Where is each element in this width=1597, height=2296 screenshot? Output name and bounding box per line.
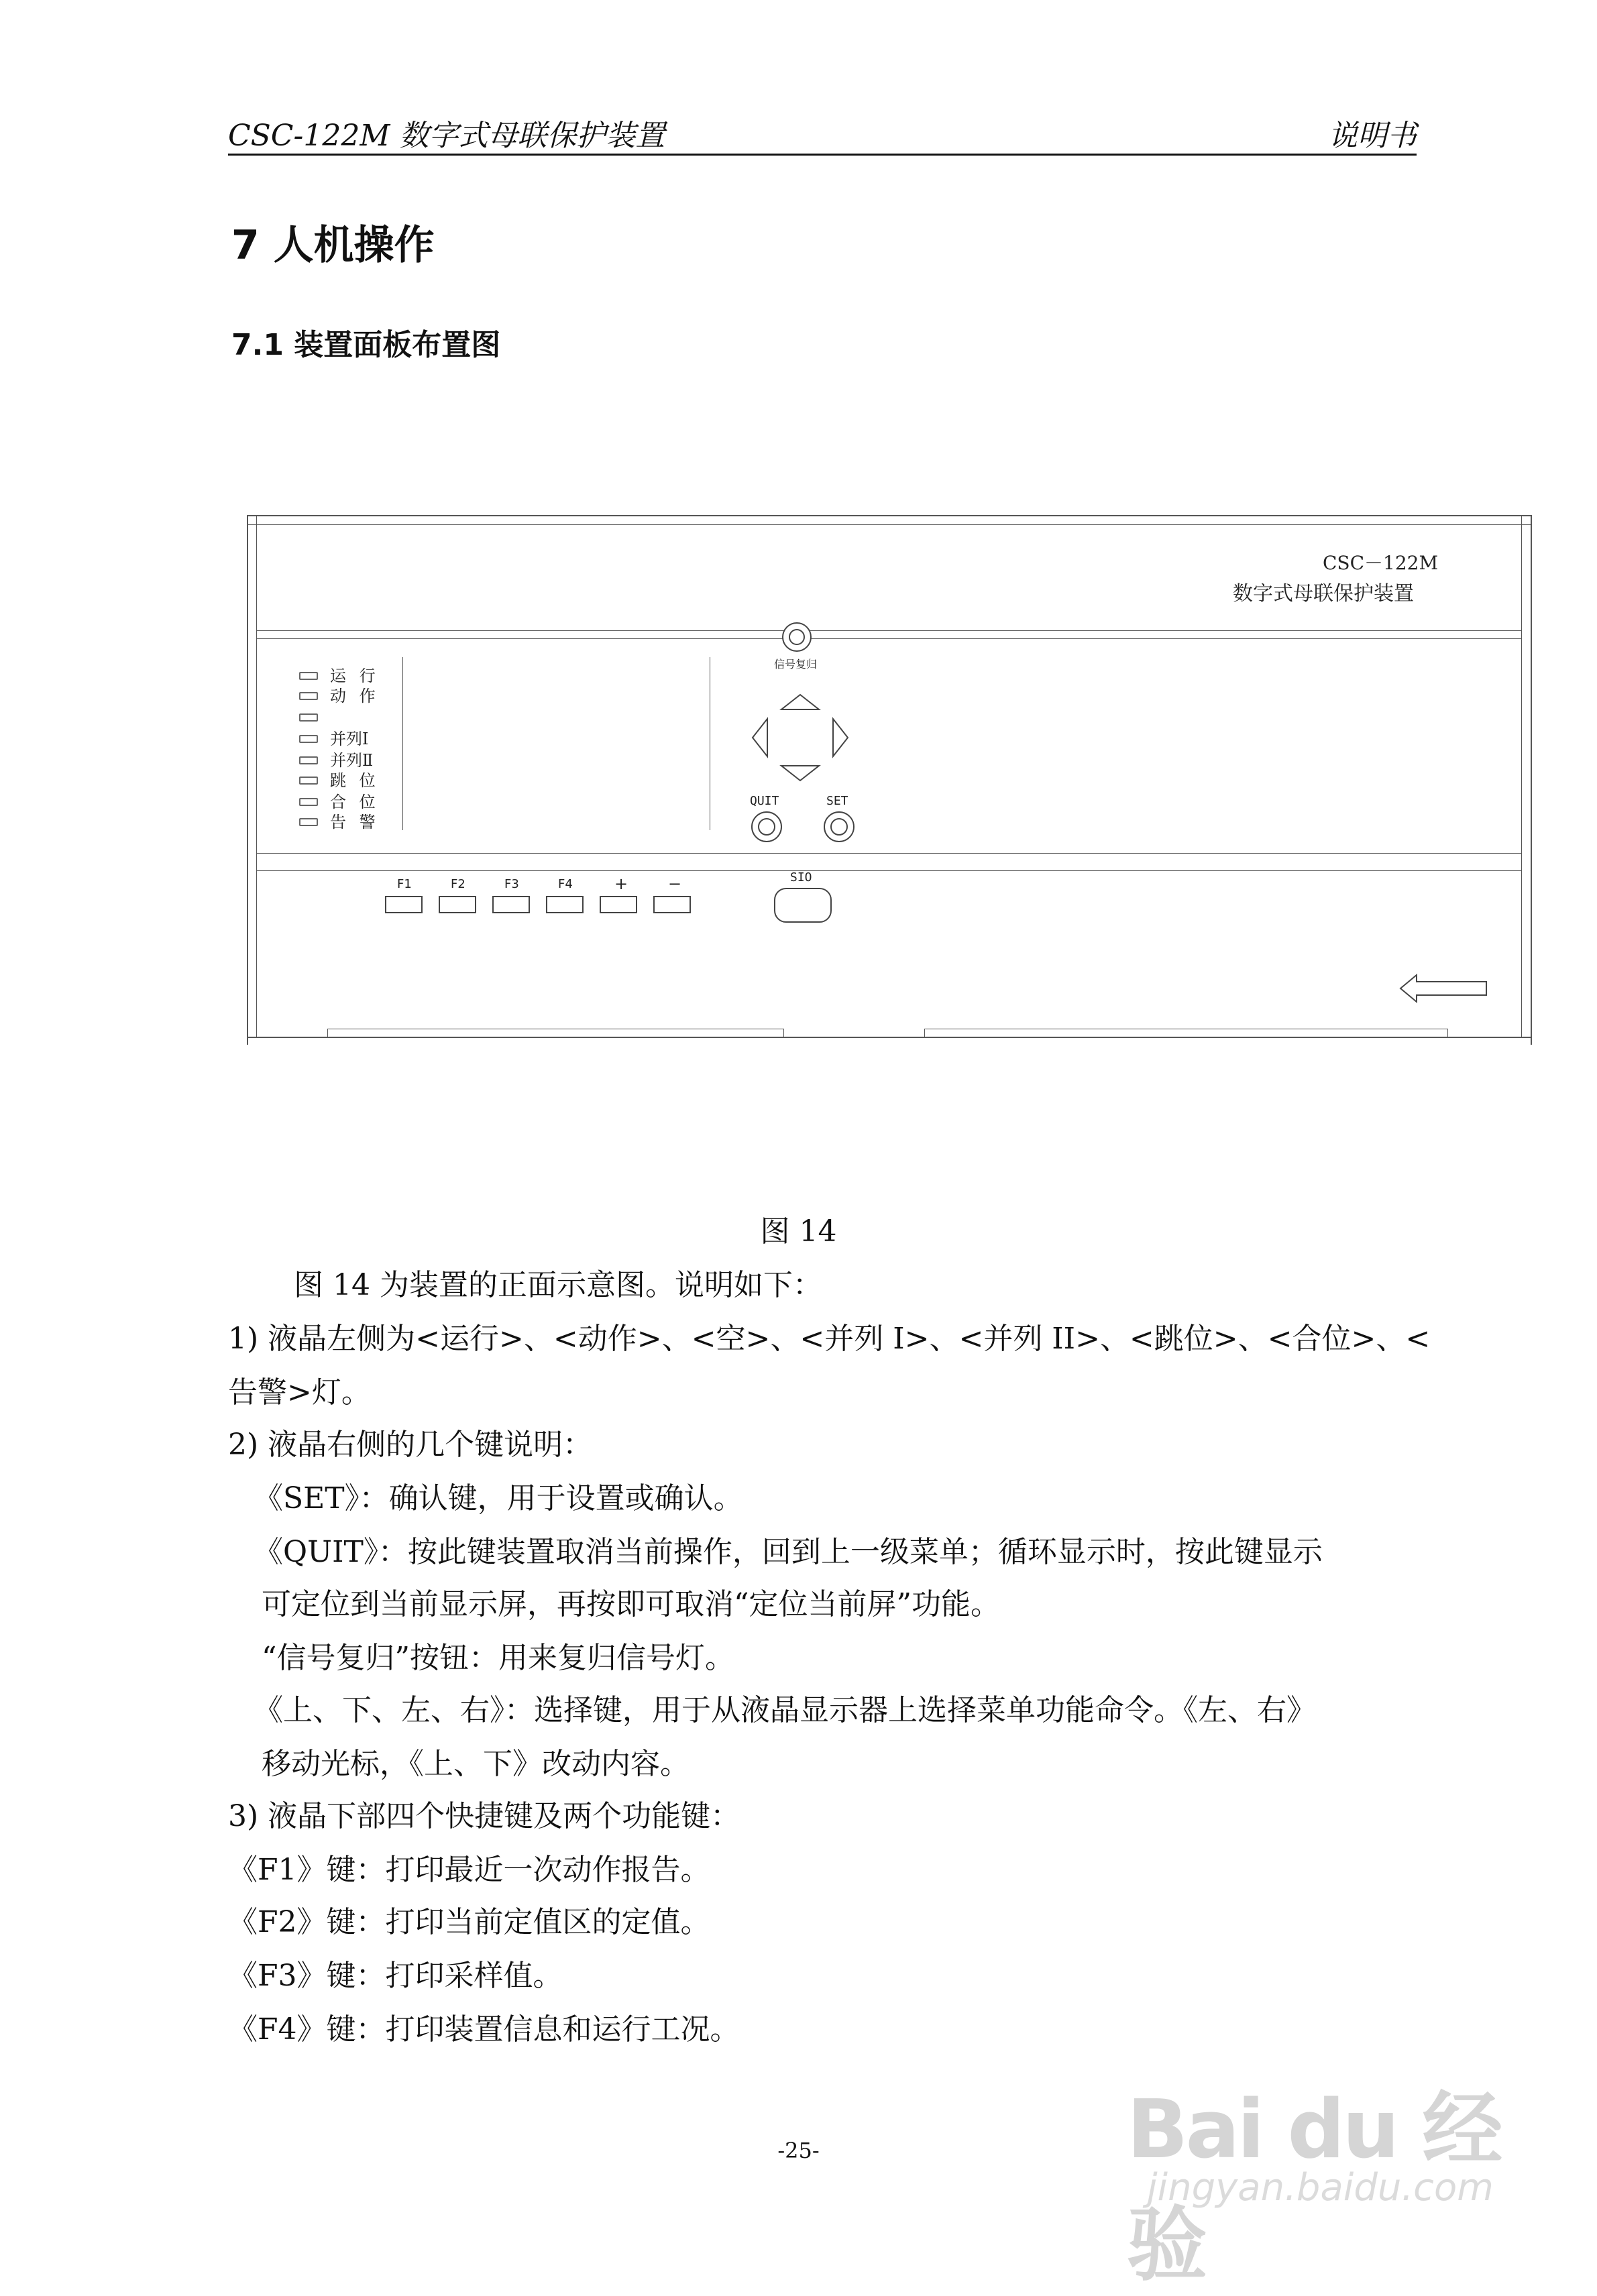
fkey-label: F2 bbox=[451, 877, 465, 891]
header-doc-type: 说明书 bbox=[1328, 119, 1417, 153]
panel-foot-mark bbox=[783, 1029, 784, 1038]
reset-button-description: “信号复归”按钮：用来复归信号灯。 bbox=[262, 1641, 734, 1675]
plus-button[interactable] bbox=[600, 896, 637, 913]
led-label: 跳 位 bbox=[330, 771, 380, 790]
sio-port[interactable] bbox=[774, 888, 832, 923]
led-close-position bbox=[299, 798, 318, 806]
panel-divider bbox=[256, 630, 1521, 631]
device-panel-figure bbox=[247, 515, 1532, 1051]
fkey-label: − bbox=[668, 874, 682, 893]
led-label: 告 警 bbox=[330, 813, 380, 831]
minus-button[interactable] bbox=[653, 896, 691, 913]
led-parallel-1 bbox=[299, 735, 318, 743]
f3-button[interactable] bbox=[492, 896, 530, 913]
panel-device-name: 数字式母联保护装置 bbox=[1233, 582, 1414, 606]
watermark-logo: Bai du 经验 bbox=[1127, 2083, 1500, 2292]
signal-reset-button-center bbox=[789, 629, 805, 645]
panel-frame-bottom bbox=[247, 1037, 1532, 1038]
led-label: 运 行 bbox=[330, 667, 380, 685]
arrow-down-icon[interactable] bbox=[781, 766, 819, 781]
panel-frame-inner-top bbox=[247, 524, 1532, 525]
panel-foot-mark bbox=[924, 1029, 925, 1038]
arrow-keys-description-line-1: 《上、下、左、右》：选择键，用于从液晶显示器上选择菜单功能命令。《左、右》 bbox=[254, 1693, 1316, 1727]
fkey-label: F3 bbox=[504, 877, 519, 891]
led-alarm bbox=[299, 818, 318, 826]
arrow-left-icon[interactable] bbox=[753, 719, 767, 756]
baidu-jingyan-watermark bbox=[1127, 2065, 1502, 2292]
panel-divider bbox=[256, 853, 1521, 854]
led-parallel-2 bbox=[299, 756, 318, 764]
panel-frame-right bbox=[1531, 515, 1532, 1045]
led-trip-position bbox=[299, 777, 318, 785]
panel-frame-top bbox=[247, 515, 1532, 516]
f2-description: 《F2》键：打印当前定值区的定值。 bbox=[228, 1905, 710, 1939]
panel-frame-left-inner bbox=[256, 515, 257, 1038]
led-action bbox=[299, 692, 318, 700]
intro-paragraph: 图 14 为装置的正面示意图。说明如下： bbox=[294, 1268, 822, 1302]
led-label: 合 位 bbox=[330, 793, 380, 811]
watermark-url: jingyan.baidu.com bbox=[1147, 2166, 1494, 2209]
fkey-label: F1 bbox=[397, 877, 412, 891]
f2-button[interactable] bbox=[439, 896, 476, 913]
panel-frame-right-inner bbox=[1521, 515, 1522, 1038]
f1-button[interactable] bbox=[385, 896, 423, 913]
led-column-divider bbox=[402, 657, 403, 830]
panel-divider bbox=[256, 638, 1521, 639]
item-3-heading: 3) 液晶下部四个快捷键及两个功能键： bbox=[228, 1799, 740, 1833]
quit-button-center bbox=[758, 818, 775, 836]
fkey-label: F4 bbox=[558, 877, 573, 891]
figure-caption: 图 14 bbox=[760, 1214, 837, 1249]
led-spare bbox=[299, 713, 318, 722]
panel-frame-left bbox=[247, 515, 248, 1045]
panel-foot-mark bbox=[327, 1029, 328, 1038]
set-label: SET bbox=[826, 794, 848, 808]
led-label: 并列Ⅰ bbox=[330, 730, 369, 748]
handle-arrow-icon bbox=[1398, 972, 1489, 1005]
signal-reset-label: 信号复归 bbox=[774, 658, 818, 671]
set-key-description: 《SET》：确认键，用于设置或确认。 bbox=[254, 1481, 743, 1515]
section-title: 7 人机操作 bbox=[231, 222, 435, 269]
item-1-line-2: 告警>灯。 bbox=[228, 1375, 371, 1410]
panel-foot-mark bbox=[1447, 1029, 1448, 1038]
arrow-keys-description-line-2: 移动光标，《上、下》改动内容。 bbox=[262, 1747, 690, 1781]
f4-description: 《F4》键：打印装置信息和运行工况。 bbox=[228, 2012, 740, 2047]
quit-label: QUIT bbox=[750, 794, 779, 808]
subsection-title: 7.1 装置面板布置图 bbox=[231, 328, 501, 362]
panel-divider bbox=[256, 870, 1521, 871]
f1-description: 《F1》键：打印最近一次动作报告。 bbox=[228, 1853, 710, 1887]
panel-model: CSC－122M bbox=[1323, 552, 1439, 574]
f3-description: 《F3》键：打印采样值。 bbox=[228, 1959, 563, 1993]
arrow-keypad bbox=[750, 692, 850, 783]
quit-key-description-line-1: 《QUIT》：按此键装置取消当前操作，回到上一级菜单；循环显示时，按此键显示 bbox=[254, 1535, 1323, 1569]
item-1-line-1: 1) 液晶左侧为<运行>、<动作>、<空>、<并列 I>、<并列 II>、<跳位>、<合位>、< bbox=[228, 1322, 1431, 1356]
header-title: CSC-122M 数字式母联保护装置 bbox=[228, 119, 665, 153]
led-label: 动 作 bbox=[330, 687, 380, 705]
sio-label: SIO bbox=[790, 870, 812, 884]
arrow-up-icon[interactable] bbox=[781, 695, 819, 709]
item-2-heading: 2) 液晶右侧的几个键说明： bbox=[228, 1428, 593, 1462]
fkey-label: + bbox=[614, 874, 628, 893]
quit-key-description-line-2: 可定位到当前显示屏，再按即可取消“定位当前屏”功能。 bbox=[262, 1587, 1000, 1621]
arrow-right-icon[interactable] bbox=[833, 719, 848, 756]
page-number: -25- bbox=[777, 2138, 820, 2163]
led-label: 并列Ⅱ bbox=[330, 751, 374, 770]
set-button-center bbox=[830, 818, 848, 836]
f4-button[interactable] bbox=[546, 896, 584, 913]
led-run bbox=[299, 672, 318, 680]
header-rule bbox=[228, 154, 1417, 156]
